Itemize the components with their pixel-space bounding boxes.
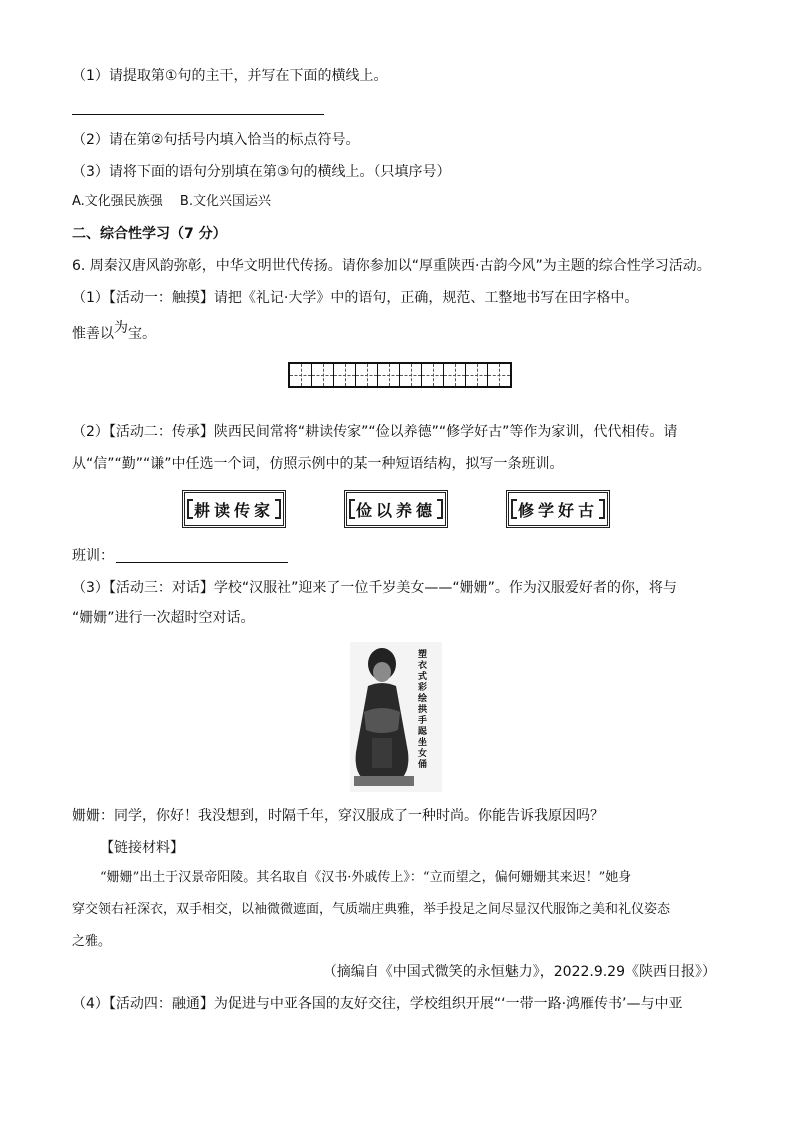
grid-cell[interactable] (378, 364, 400, 386)
q5-sub3: （3）请将下面的语句分别填在第③句的横线上。（只填序号） (72, 164, 451, 180)
grid-cell[interactable] (400, 364, 422, 386)
q5-options: A.文化强民族强 B.文化兴国运兴 (72, 194, 271, 209)
material-line-1: “姗姗”出土于汉景帝阳陵。其名取自《汉书·外戚传上》：“立而望之，偏何姗姗其来迟！”她身 (100, 870, 632, 885)
section-heading: 二、综合性学习（7 分） (72, 226, 227, 242)
grid-cell[interactable] (422, 364, 444, 386)
grid-cell[interactable] (356, 364, 378, 386)
tianzige-grid[interactable] (288, 362, 512, 388)
activity-1: （1）【活动一：触摸】请把《礼记·大学》中的语句，正确，规范、工整地书写在田字格中。 (72, 290, 639, 306)
q6-intro: 6. 周秦汉唐风韵弥彰，中华文明世代传扬。请你参加以“厚重陕西·古韵今风”为主题的综合性学习活动。 (72, 258, 711, 274)
grid-cell[interactable] (312, 364, 334, 386)
activity-3-line2: “姗姗”进行一次超时空对话。 (72, 610, 255, 626)
sentence-part-c: 宝。 (128, 326, 156, 342)
plaque-jianyi: 俭以养德 (344, 490, 448, 528)
activity-2-line1: （2）【活动二：传承】陕西民间常将“耕读传家”“俭以养德”“修学好古”等作为家训，代代相传。请 (72, 424, 678, 440)
grid-cell[interactable] (488, 364, 510, 386)
q5-sub1: （1）请提取第①句的主干，并写在下面的横线上。 (72, 68, 388, 84)
grid-cell[interactable] (290, 364, 312, 386)
grid-cell[interactable] (334, 364, 356, 386)
sentence-part-a: 惟善以 (72, 326, 114, 342)
material-line-3: 之雅。 (72, 934, 112, 949)
activity-2-line2: 从“信”“勤”“谦”中任选一个词，仿照示例中的某一种短语结构，拟写一条班训。 (72, 456, 564, 472)
banxun-label: 班训： (72, 548, 114, 564)
banxun-answer-line[interactable] (116, 562, 288, 563)
activity-3-line1: （3）【活动三：对话】学校“汉服社”迎来了一位千岁美女——“姗姗”。作为汉服爱好者的你，将与 (72, 580, 677, 596)
material-line-2: 穿交领右衽深衣，双手相交，以袖微微遮面，气质端庄典雅，举手投足之间尽显汉代服饰之美和礼仪姿态 (72, 902, 671, 917)
plaque-gengdu: 耕读传家 (182, 490, 286, 528)
sentence-prompt (72, 320, 156, 344)
material-source: （摘编自《中国式微笑的永恒魅力》，2022.9.29《陕西日报》） (322, 964, 716, 980)
sentence-part-b: 为 (114, 320, 128, 336)
q5-sub2: （2）请在第②句括号内填入恰当的标点符号。 (72, 132, 360, 148)
grid-cell[interactable] (466, 364, 488, 386)
dialog-line: 姗姗：同学，你好！我没想到，时隔千年，穿汉服成了一种时尚。你能告诉我原因吗？ (72, 808, 604, 824)
figure-caption: 塑衣式彩绘拱手跽坐女俑 (418, 650, 428, 770)
grid-cell[interactable] (444, 364, 466, 386)
link-title: 【链接材料】 (100, 840, 184, 856)
answer-line-1 (72, 114, 324, 115)
plaque-xiuxue: 修学好古 (506, 490, 610, 528)
activity-4-line1: （4）【活动四：融通】为促进与中亚各国的友好交往，学校组织开展“‘一带一路·鸿雁传书’—与中亚 (72, 996, 683, 1012)
